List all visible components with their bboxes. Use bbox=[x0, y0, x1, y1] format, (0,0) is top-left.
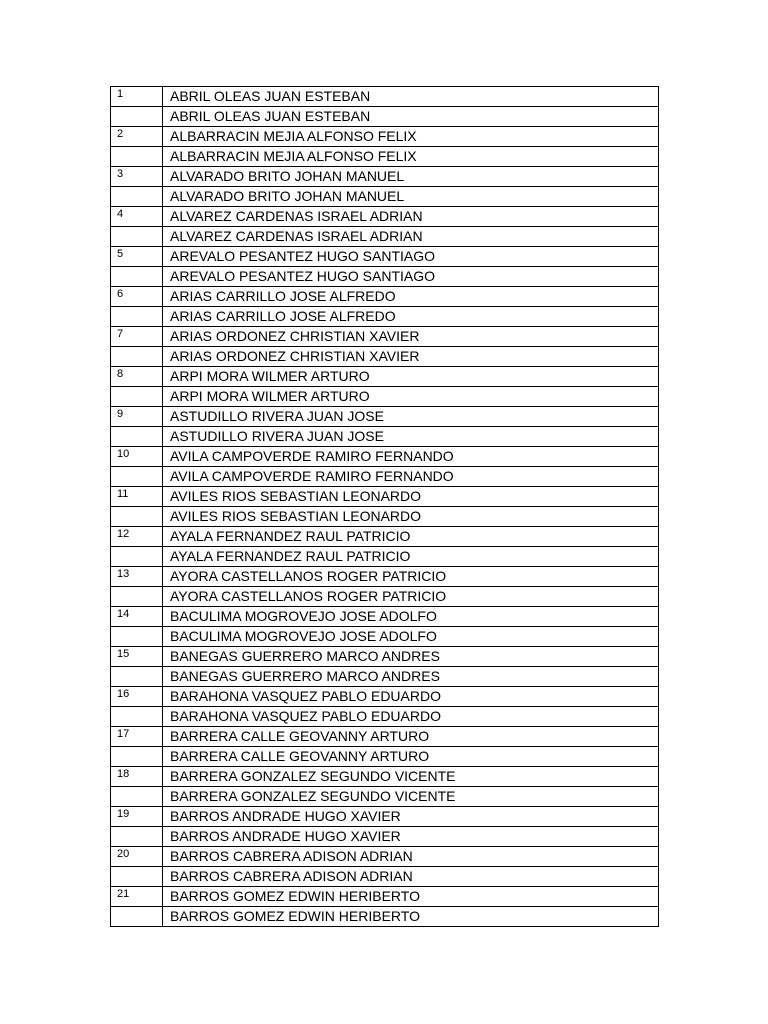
row-name: ALBARRACIN MEJIA ALFONSO FELIX bbox=[163, 147, 659, 167]
table-row-numbered bbox=[111, 567, 659, 587]
row-number: 11 bbox=[111, 487, 163, 507]
row-name: BANEGAS GUERRERO MARCO ANDRES bbox=[163, 647, 659, 667]
row-number bbox=[111, 267, 163, 287]
table-row-numbered bbox=[111, 647, 659, 667]
table-row-numbered bbox=[111, 167, 659, 187]
table-row-repeat bbox=[111, 387, 659, 407]
row-name: ARIAS ORDONEZ CHRISTIAN XAVIER bbox=[163, 347, 659, 367]
row-number: 20 bbox=[111, 847, 163, 867]
table-row-numbered bbox=[111, 367, 659, 387]
row-name: ARIAS CARRILLO JOSE ALFREDO bbox=[163, 307, 659, 327]
row-name: BARRERA GONZALEZ SEGUNDO VICENTE bbox=[163, 787, 659, 807]
roster-table bbox=[110, 86, 659, 927]
row-number: 3 bbox=[111, 167, 163, 187]
row-number: 17 bbox=[111, 727, 163, 747]
row-number: 7 bbox=[111, 327, 163, 347]
table-row-numbered bbox=[111, 887, 659, 907]
row-name: BARROS GOMEZ EDWIN HERIBERTO bbox=[163, 907, 659, 927]
row-name: BARROS ANDRADE HUGO XAVIER bbox=[163, 807, 659, 827]
table-row-repeat bbox=[111, 347, 659, 367]
row-number: 18 bbox=[111, 767, 163, 787]
row-number: 10 bbox=[111, 447, 163, 467]
table-row-repeat bbox=[111, 867, 659, 887]
table-row-numbered bbox=[111, 87, 659, 107]
row-number: 5 bbox=[111, 247, 163, 267]
table-row-numbered bbox=[111, 127, 659, 147]
row-number: 15 bbox=[111, 647, 163, 667]
row-name: ALVARADO BRITO JOHAN MANUEL bbox=[163, 167, 659, 187]
table-row-numbered bbox=[111, 327, 659, 347]
row-number bbox=[111, 307, 163, 327]
table-row-repeat bbox=[111, 907, 659, 927]
table-row-repeat bbox=[111, 507, 659, 527]
row-number bbox=[111, 227, 163, 247]
row-number bbox=[111, 627, 163, 647]
row-name: ASTUDILLO RIVERA JUAN JOSE bbox=[163, 427, 659, 447]
row-name: BARROS ANDRADE HUGO XAVIER bbox=[163, 827, 659, 847]
row-number bbox=[111, 427, 163, 447]
table-row-repeat bbox=[111, 227, 659, 247]
table-row-repeat bbox=[111, 467, 659, 487]
row-number: 13 bbox=[111, 567, 163, 587]
roster-body bbox=[111, 87, 659, 927]
row-number: 8 bbox=[111, 367, 163, 387]
row-name: BANEGAS GUERRERO MARCO ANDRES bbox=[163, 667, 659, 687]
row-name: ALBARRACIN MEJIA ALFONSO FELIX bbox=[163, 127, 659, 147]
row-name: AVILA CAMPOVERDE RAMIRO FERNANDO bbox=[163, 467, 659, 487]
row-number: 2 bbox=[111, 127, 163, 147]
row-number bbox=[111, 707, 163, 727]
row-number bbox=[111, 867, 163, 887]
table-row-numbered bbox=[111, 607, 659, 627]
row-number bbox=[111, 387, 163, 407]
table-row-numbered bbox=[111, 807, 659, 827]
table-row-repeat bbox=[111, 187, 659, 207]
row-number bbox=[111, 787, 163, 807]
row-name: BACULIMA MOGROVEJO JOSE ADOLFO bbox=[163, 607, 659, 627]
table-row-numbered bbox=[111, 527, 659, 547]
row-name: ABRIL OLEAS JUAN ESTEBAN bbox=[163, 87, 659, 107]
row-name: AREVALO PESANTEZ HUGO SANTIAGO bbox=[163, 247, 659, 267]
row-number bbox=[111, 507, 163, 527]
row-name: BARRERA CALLE GEOVANNY ARTURO bbox=[163, 727, 659, 747]
row-name: AYALA FERNANDEZ RAUL PATRICIO bbox=[163, 547, 659, 567]
row-name: ARPI MORA WILMER ARTURO bbox=[163, 387, 659, 407]
row-name: BARROS GOMEZ EDWIN HERIBERTO bbox=[163, 887, 659, 907]
row-number bbox=[111, 587, 163, 607]
table-row-numbered bbox=[111, 207, 659, 227]
row-name: BARAHONA VASQUEZ PABLO EDUARDO bbox=[163, 707, 659, 727]
row-name: BACULIMA MOGROVEJO JOSE ADOLFO bbox=[163, 627, 659, 647]
row-name: AREVALO PESANTEZ HUGO SANTIAGO bbox=[163, 267, 659, 287]
table-row-numbered bbox=[111, 687, 659, 707]
table-row-numbered bbox=[111, 407, 659, 427]
row-name: ARIAS ORDONEZ CHRISTIAN XAVIER bbox=[163, 327, 659, 347]
row-number bbox=[111, 147, 163, 167]
row-name: AVILES RIOS SEBASTIAN LEONARDO bbox=[163, 507, 659, 527]
row-number: 16 bbox=[111, 687, 163, 707]
table-row-repeat bbox=[111, 827, 659, 847]
row-number bbox=[111, 747, 163, 767]
row-number: 4 bbox=[111, 207, 163, 227]
row-number bbox=[111, 667, 163, 687]
row-name: ARIAS CARRILLO JOSE ALFREDO bbox=[163, 287, 659, 307]
table-row-repeat bbox=[111, 547, 659, 567]
row-number bbox=[111, 467, 163, 487]
row-number: 9 bbox=[111, 407, 163, 427]
row-name: AYALA FERNANDEZ RAUL PATRICIO bbox=[163, 527, 659, 547]
table-row-repeat bbox=[111, 267, 659, 287]
row-name: ARPI MORA WILMER ARTURO bbox=[163, 367, 659, 387]
table-row-numbered bbox=[111, 247, 659, 267]
row-number bbox=[111, 187, 163, 207]
row-number: 19 bbox=[111, 807, 163, 827]
row-name: AVILA CAMPOVERDE RAMIRO FERNANDO bbox=[163, 447, 659, 467]
row-name: ABRIL OLEAS JUAN ESTEBAN bbox=[163, 107, 659, 127]
row-number: 6 bbox=[111, 287, 163, 307]
table-row-numbered bbox=[111, 487, 659, 507]
table-row-numbered bbox=[111, 847, 659, 867]
table-row-repeat bbox=[111, 787, 659, 807]
table-row-numbered bbox=[111, 447, 659, 467]
table-row-repeat bbox=[111, 627, 659, 647]
row-number: 1 bbox=[111, 87, 163, 107]
table-row-numbered bbox=[111, 727, 659, 747]
table-row-repeat bbox=[111, 667, 659, 687]
row-name: ALVAREZ CARDENAS ISRAEL ADRIAN bbox=[163, 207, 659, 227]
row-name: BARROS CABRERA ADISON ADRIAN bbox=[163, 847, 659, 867]
table-row-repeat bbox=[111, 707, 659, 727]
row-number: 21 bbox=[111, 887, 163, 907]
row-number bbox=[111, 547, 163, 567]
row-name: ASTUDILLO RIVERA JUAN JOSE bbox=[163, 407, 659, 427]
row-name: ALVARADO BRITO JOHAN MANUEL bbox=[163, 187, 659, 207]
row-name: AVILES RIOS SEBASTIAN LEONARDO bbox=[163, 487, 659, 507]
table-row-repeat bbox=[111, 307, 659, 327]
table-row-repeat bbox=[111, 147, 659, 167]
row-name: BARRERA CALLE GEOVANNY ARTURO bbox=[163, 747, 659, 767]
row-name: BARROS CABRERA ADISON ADRIAN bbox=[163, 867, 659, 887]
row-name: BARAHONA VASQUEZ PABLO EDUARDO bbox=[163, 687, 659, 707]
row-number: 12 bbox=[111, 527, 163, 547]
row-number bbox=[111, 907, 163, 927]
table-row-repeat bbox=[111, 587, 659, 607]
table-row-numbered bbox=[111, 767, 659, 787]
table-row-repeat bbox=[111, 107, 659, 127]
row-number bbox=[111, 107, 163, 127]
row-number bbox=[111, 827, 163, 847]
row-number bbox=[111, 347, 163, 367]
row-name: AYORA CASTELLANOS ROGER PATRICIO bbox=[163, 587, 659, 607]
table-row-repeat bbox=[111, 427, 659, 447]
row-number: 14 bbox=[111, 607, 163, 627]
row-name: BARRERA GONZALEZ SEGUNDO VICENTE bbox=[163, 767, 659, 787]
row-name: AYORA CASTELLANOS ROGER PATRICIO bbox=[163, 567, 659, 587]
row-name: ALVAREZ CARDENAS ISRAEL ADRIAN bbox=[163, 227, 659, 247]
table-row-repeat bbox=[111, 747, 659, 767]
table-row-numbered bbox=[111, 287, 659, 307]
